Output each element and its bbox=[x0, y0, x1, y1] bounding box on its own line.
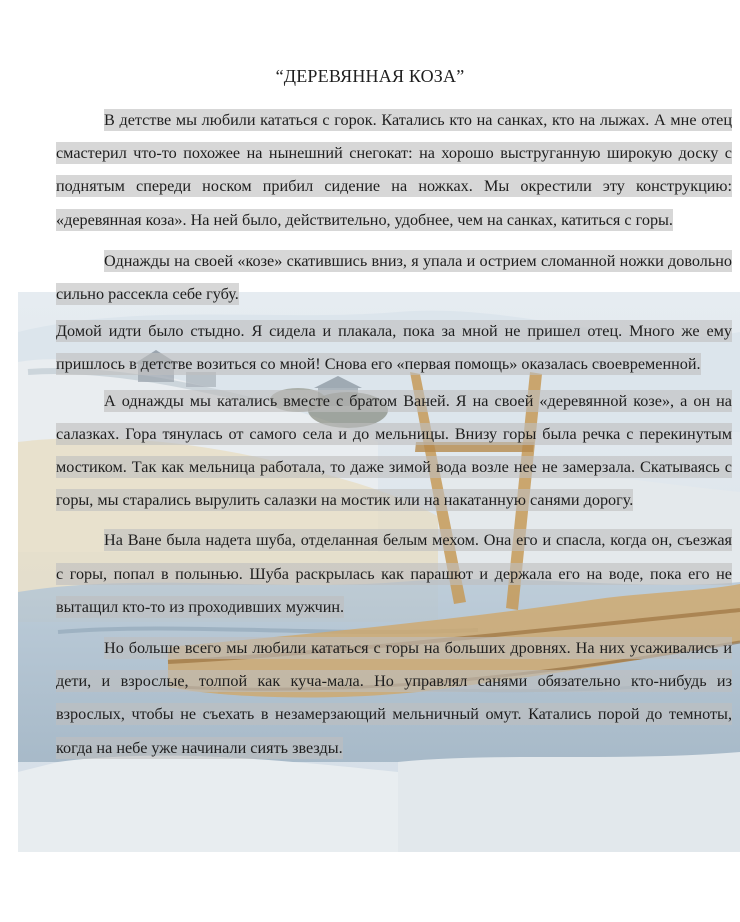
document-title: “ДЕРЕВЯННАЯ КОЗА” bbox=[275, 66, 465, 86]
paragraph-text: Однажды на своей «козе» скатившись вниз, я упала и острием сломанной ножки довольно сильно рассекла себе губу. bbox=[56, 251, 732, 304]
paragraph-1 bbox=[56, 104, 732, 237]
document-body bbox=[56, 104, 732, 765]
paragraph-text: Домой идти было стыдно. Я сидела и плакала, пока за мной не пришел отец. Много же ему пришлось в детстве возиться со мной! Снова его «первая помощь» оказалась своевременной. bbox=[56, 322, 732, 374]
paragraph-text: А однажды мы катались вместе с братом Ваней. Я на своей «деревянной козе», а он на салазках. Гора тянулась от самого села и до мельницы. Внизу горы была речка с перекинутым мостиком. Так как мельница работала, то даже зимой вода возле нее не замерзала. Скатываясь с горы, мы старались вырулить салазки на мостик или на накатанную санями дорогу. bbox=[56, 391, 732, 510]
paragraph-text: Но больше всего мы любили кататься с горы на больших дровнях. На них усаживались и дети, и взрослые, толпой как куча-мала. Но управлял санями обязательно кто-нибудь из взрослых, чтобы не съехать в незамерзающий мельничный омут. Катались порой до темноты, когда на небе уже начинали сиять звезды. bbox=[56, 639, 732, 757]
paragraph-6 bbox=[56, 632, 732, 765]
paragraph-text: В детстве мы любили кататься с горок. Катались кто на санках, кто на лыжах. А мне отец смастерил что-то похожее на нынешний снегокат: на хорошо выструганную широкую доску с поднятым спереди носком прибил сидение на ножках. Мы окрестили эту конструкцию: «деревянная коза». На ней было, действительно, удобнее, чем на санках, катиться с горы. bbox=[56, 111, 732, 229]
paragraph-5 bbox=[56, 524, 732, 624]
paragraph-3 bbox=[56, 315, 732, 381]
paragraph-text: На Ване была надета шуба, отделанная белым мехом. Она его и спасла, когда он, съезжая с горы, попал в полынью. Шуба раскрылась как парашют и держала его на воде, пока его не вытащил кто-то из проходивших мужчин. bbox=[56, 531, 732, 616]
paragraph-4 bbox=[56, 385, 732, 518]
paragraph-2 bbox=[56, 245, 732, 311]
